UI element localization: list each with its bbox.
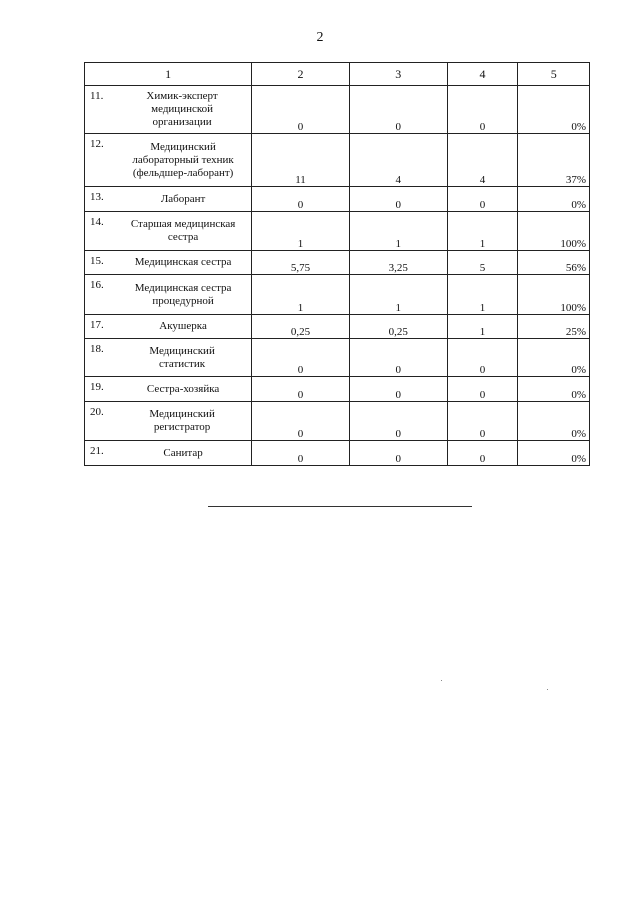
value-cell-col3: 0: [349, 187, 447, 212]
position-name: Химик-эксперт медицинской организации: [146, 90, 218, 128]
table-row: [85, 212, 590, 251]
position-name: Акушерка: [159, 320, 207, 332]
position-name: Медицинская сестра процедурной: [134, 281, 232, 307]
value-cell-col2: 11: [252, 134, 350, 187]
header-cell: 2: [252, 63, 350, 86]
value-cell-col2: 1: [252, 212, 350, 251]
value-cell-col3: 0: [349, 402, 447, 441]
table-row: [85, 315, 590, 339]
value-cell-col4: 5: [447, 251, 518, 275]
value-cell-col5: 0%: [518, 339, 590, 377]
row-number: 20.: [90, 406, 104, 418]
value-cell-col3: 4: [349, 134, 447, 187]
value-cell-col3: 3,25: [349, 251, 447, 275]
staffing-table: [84, 62, 590, 466]
position-name: Лаборант: [160, 192, 206, 205]
table-row: [85, 86, 590, 134]
value-cell-col2: 0: [252, 377, 350, 402]
value-cell-col2: 1: [252, 275, 350, 315]
value-cell-col5: 0%: [518, 86, 590, 134]
position-cell: [85, 275, 252, 315]
position-cell: [85, 187, 252, 212]
table-row: [85, 441, 590, 466]
row-number: 19.: [90, 381, 104, 393]
value-cell-col4: 0: [447, 441, 518, 466]
row-number: 11.: [90, 90, 104, 102]
value-cell-col5: 0%: [518, 441, 590, 466]
value-cell-col3: 0: [349, 377, 447, 402]
position-name: Санитар: [163, 446, 203, 459]
value-cell-col2: 0,25: [252, 315, 350, 339]
position-name: Медицинский лабораторный техник (фельдшер-лаборант): [132, 140, 234, 179]
value-cell-col4: 0: [447, 377, 518, 402]
table-header-row: [85, 63, 590, 86]
row-number: 16.: [90, 279, 104, 291]
value-cell-col4: 0: [447, 402, 518, 441]
scan-speck: [441, 680, 442, 681]
value-cell-col5: 0%: [518, 402, 590, 441]
value-cell-col2: 0: [252, 441, 350, 466]
value-cell-col5: 100%: [518, 212, 590, 251]
value-cell-col5: 100%: [518, 275, 590, 315]
position-cell: [85, 315, 252, 339]
table-row: [85, 377, 590, 402]
row-number: 14.: [90, 216, 104, 228]
table-row: [85, 134, 590, 187]
value-cell-col4: 1: [447, 315, 518, 339]
header-cell: 4: [447, 63, 518, 86]
position-name: Старшая медицинская сестра: [130, 218, 236, 243]
value-cell-col3: 0: [349, 441, 447, 466]
table-row: [85, 275, 590, 315]
value-cell-col5: 0%: [518, 377, 590, 402]
value-cell-col4: 1: [447, 275, 518, 315]
position-cell: [85, 377, 252, 402]
position-cell: [85, 402, 252, 441]
position-cell: [85, 441, 252, 466]
position-cell: [85, 134, 252, 187]
header-cell: 5: [518, 63, 590, 86]
table-row: [85, 339, 590, 377]
position-cell: [85, 251, 252, 275]
value-cell-col5: 0%: [518, 187, 590, 212]
value-cell-col3: 1: [349, 212, 447, 251]
position-name: Медицинский регистратор: [149, 408, 215, 433]
value-cell-col2: 0: [252, 339, 350, 377]
position-cell: [85, 339, 252, 377]
closing-rule: [208, 506, 472, 507]
table-row: [85, 402, 590, 441]
value-cell-col2: 5,75: [252, 251, 350, 275]
value-cell-col5: 37%: [518, 134, 590, 187]
value-cell-col4: 0: [447, 187, 518, 212]
value-cell-col4: 4: [447, 134, 518, 187]
value-cell-col5: 56%: [518, 251, 590, 275]
position-name: Медицинская сестра: [134, 256, 232, 268]
row-number: 13.: [90, 191, 104, 203]
position-cell: [85, 212, 252, 251]
row-number: 15.: [90, 255, 104, 267]
row-number: 18.: [90, 343, 104, 355]
value-cell-col3: 0,25: [349, 315, 447, 339]
position-name: Медицинский статистик: [149, 344, 215, 370]
value-cell-col4: 0: [447, 86, 518, 134]
page-number: 2: [316, 30, 324, 45]
scan-speck: [547, 689, 548, 690]
header-cell: 3: [349, 63, 447, 86]
position-name: Сестра-хозяйка: [146, 382, 220, 395]
row-number: 17.: [90, 319, 104, 331]
table-row: [85, 187, 590, 212]
value-cell-col3: 0: [349, 86, 447, 134]
value-cell-col3: 0: [349, 339, 447, 377]
value-cell-col4: 1: [447, 212, 518, 251]
value-cell-col5: 25%: [518, 315, 590, 339]
row-number: 21.: [90, 445, 104, 457]
position-cell: [85, 86, 252, 134]
row-number: 12.: [90, 138, 104, 150]
value-cell-col3: 1: [349, 275, 447, 315]
header-cell: 1: [85, 63, 252, 86]
value-cell-col2: 0: [252, 402, 350, 441]
table-row: [85, 251, 590, 275]
value-cell-col4: 0: [447, 339, 518, 377]
value-cell-col2: 0: [252, 86, 350, 134]
value-cell-col2: 0: [252, 187, 350, 212]
